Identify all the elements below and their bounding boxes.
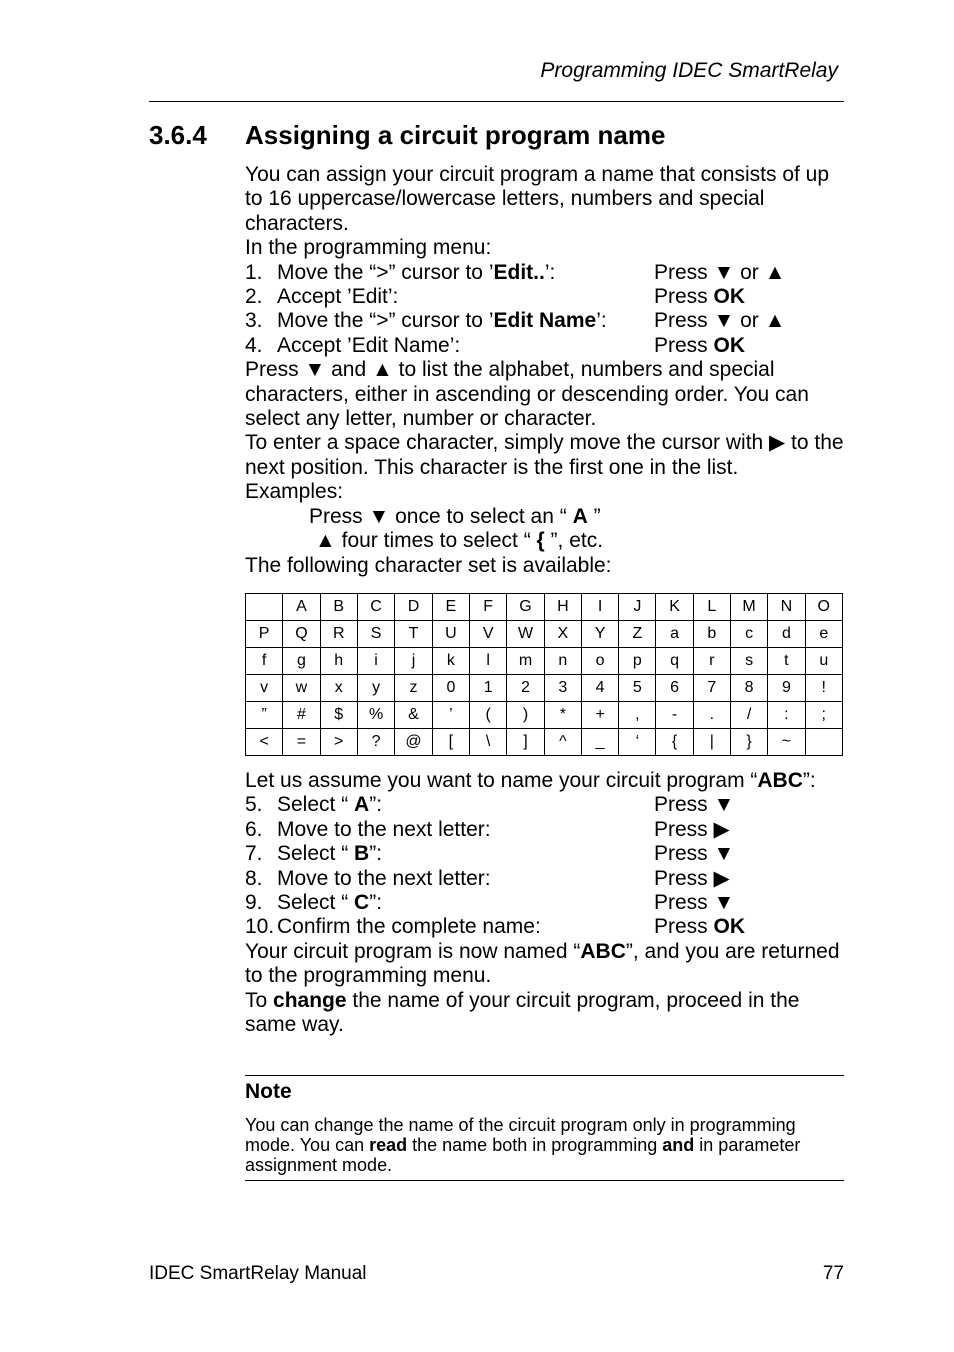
step-description: Select “ A”: (277, 793, 383, 817)
step-description: Select “ C”: (277, 890, 383, 914)
charset-cell: w (283, 674, 320, 701)
charset-cell: . (693, 701, 730, 728)
charset-cell: ” (246, 701, 283, 728)
charset-cell: a (656, 620, 693, 647)
page-number: 77 (822, 1263, 844, 1284)
charset-cell: j (395, 647, 432, 674)
example-2: ▲ four times to select “ { ”, etc. (315, 529, 604, 553)
charset-cell: R (320, 620, 357, 647)
note-body: You can change the name of the circuit program only in programming mode. You can read the name both in programming and in parameter assignment mode. (245, 1115, 801, 1175)
charset-cell: ! (805, 674, 842, 701)
charset-cell: = (283, 728, 320, 755)
charset-cell: i (357, 647, 394, 674)
charset-cell: F (470, 593, 507, 620)
note-title: Note (245, 1080, 292, 1103)
note-bottom-rule (245, 1180, 844, 1181)
step-number: 9. (245, 890, 263, 914)
charset-cell: z (395, 674, 432, 701)
charset-cell: d (768, 620, 805, 647)
charset-cell: ; (805, 701, 842, 728)
step-number: 7. (245, 842, 263, 866)
step-description: Confirm the complete name: (277, 915, 541, 939)
step-row (245, 891, 845, 915)
charset-row (246, 701, 843, 728)
charset-cell: E (432, 593, 469, 620)
change-paragraph: To change the name of your circuit program, proceed in the same way. (245, 988, 800, 1036)
charset-cell: : (768, 701, 805, 728)
space-instruction: To enter a space character, simply move the cursor with ▶ to the next position. This character is the first one in the list. (245, 431, 844, 479)
charset-cell: M (730, 593, 767, 620)
charset-cell: 6 (656, 674, 693, 701)
charset-cell: - (656, 701, 693, 728)
charset-cell: % (357, 701, 394, 728)
charset-cell: O (805, 593, 842, 620)
charset-cell: | (693, 728, 730, 755)
charset-cell: G (507, 593, 544, 620)
main-content (245, 163, 845, 1037)
charset-cell: x (320, 674, 357, 701)
charset-cell: + (582, 701, 619, 728)
step-action: Press ▼ (654, 890, 735, 914)
charset-cell: @ (395, 728, 432, 755)
step-action: Press ▼ (654, 793, 735, 817)
step-action: Press ▼ or ▲ (654, 260, 786, 284)
step-action: Press OK (654, 333, 746, 357)
header-rule (149, 101, 844, 102)
section-title: Assigning a circuit program name (245, 120, 666, 150)
charset-cell: [ (432, 728, 469, 755)
charset-cell: P (246, 620, 283, 647)
charset-cell: v (246, 674, 283, 701)
charset-cell: C (357, 593, 394, 620)
charset-cell: h (320, 647, 357, 674)
charset-cell: u (805, 647, 842, 674)
charset-cell: _ (582, 728, 619, 755)
step-description: Move to the next letter: (277, 817, 491, 841)
step-number: 3. (245, 309, 263, 333)
examples-label: Examples: (245, 480, 344, 504)
charset-cell: 2 (507, 674, 544, 701)
step-number: 10. (245, 915, 275, 939)
abc-intro: Let us assume you want to name your circuit program “ABC”: (245, 768, 816, 792)
character-set-table (245, 593, 843, 756)
charset-cell: 5 (619, 674, 656, 701)
charset-row (246, 593, 843, 620)
charset-cell: W (507, 620, 544, 647)
charset-cell: q (656, 647, 693, 674)
charset-cell: , (619, 701, 656, 728)
charset-cell (246, 593, 283, 620)
charset-cell: & (395, 701, 432, 728)
charset-cell: \ (470, 728, 507, 755)
charset-cell: p (619, 647, 656, 674)
footer-manual-title: IDEC SmartRelay Manual (149, 1263, 367, 1284)
scroll-instruction: Press ▼ and ▲ to list the alphabet, numbers and special characters, either in ascending or descending order. You can select any letter, number or character. (245, 358, 809, 431)
charset-cell: { (656, 728, 693, 755)
charset-cell: K (656, 593, 693, 620)
step-row (245, 867, 845, 891)
intro-menu-line: In the programming menu: (245, 236, 492, 260)
intro-paragraph: You can assign your circuit program a name that consists of up to 16 uppercase/lowercase letters, numbers and special characters. (245, 163, 830, 235)
charset-cell: / (730, 701, 767, 728)
step-row (245, 261, 845, 285)
charset-cell: l (470, 647, 507, 674)
charset-row (246, 647, 843, 674)
charset-cell: N (768, 593, 805, 620)
charset-cell: g (283, 647, 320, 674)
step-action: Press OK (654, 285, 746, 309)
charset-cell: ^ (544, 728, 581, 755)
charset-cell: t (768, 647, 805, 674)
charset-cell: L (693, 593, 730, 620)
step-description: Move the “>” cursor to ’Edit..’: (277, 260, 556, 284)
step-number: 5. (245, 793, 263, 817)
running-header: Programming IDEC SmartRelay (540, 59, 838, 82)
charset-cell: c (730, 620, 767, 647)
step-description: Move the “>” cursor to ’Edit Name’: (277, 309, 607, 333)
charset-cell: y (357, 674, 394, 701)
charset-cell: b (693, 620, 730, 647)
step-row (245, 285, 845, 309)
step-number: 4. (245, 333, 263, 357)
step-row (245, 842, 845, 866)
charset-cell: k (432, 647, 469, 674)
result-paragraph: Your circuit program is now named “ABC”, and you are returned to the programming menu. (245, 939, 840, 988)
step-description: Select “ B”: (277, 842, 383, 866)
charset-cell: S (357, 620, 394, 647)
step-number: 2. (245, 285, 263, 309)
step-row (245, 334, 845, 358)
charset-cell: n (544, 647, 581, 674)
charset-cell: H (544, 593, 581, 620)
example-1: Press ▼ once to select an “ A ” (309, 504, 601, 528)
step-row (245, 309, 845, 333)
step-action: Press ▶ (654, 866, 730, 890)
charset-row (246, 674, 843, 701)
charset-cell: $ (320, 701, 357, 728)
note-top-rule (245, 1075, 844, 1076)
charset-cell: < (246, 728, 283, 755)
charset-cell: 9 (768, 674, 805, 701)
step-number: 6. (245, 817, 263, 841)
charset-cell: ‘ (619, 728, 656, 755)
charset-cell: ) (507, 701, 544, 728)
steps-list-b (245, 793, 845, 939)
charset-cell: ’ (432, 701, 469, 728)
charset-cell: s (730, 647, 767, 674)
step-row (245, 793, 845, 817)
charset-cell: e (805, 620, 842, 647)
charset-cell: ] (507, 728, 544, 755)
charset-cell: 8 (730, 674, 767, 701)
charset-cell: } (730, 728, 767, 755)
step-number: 1. (245, 260, 263, 284)
charset-cell: U (432, 620, 469, 647)
charset-cell: Y (582, 620, 619, 647)
step-action: Press ▼ (654, 842, 735, 866)
step-number: 8. (245, 866, 263, 890)
charset-cell: Z (619, 620, 656, 647)
step-row (245, 915, 845, 939)
step-description: Accept ’Edit’: (277, 285, 399, 309)
step-row (245, 818, 845, 842)
charset-cell: > (320, 728, 357, 755)
charset-cell: m (507, 647, 544, 674)
step-action: Press ▼ or ▲ (654, 309, 786, 333)
charset-cell: A (283, 593, 320, 620)
charset-cell: J (619, 593, 656, 620)
charset-cell: B (320, 593, 357, 620)
charset-cell: f (246, 647, 283, 674)
step-description: Move to the next letter: (277, 866, 491, 890)
charset-cell: I (582, 593, 619, 620)
charset-cell: T (395, 620, 432, 647)
charset-cell: # (283, 701, 320, 728)
step-description: Accept ’Edit Name’: (277, 333, 461, 357)
step-action: Press ▶ (654, 817, 730, 841)
charset-cell: 1 (470, 674, 507, 701)
charset-cell: X (544, 620, 581, 647)
section-number: 3.6.4 (149, 120, 207, 150)
charset-cell: ~ (768, 728, 805, 755)
charset-row (246, 728, 843, 755)
charset-cell: r (693, 647, 730, 674)
charset-cell: 7 (693, 674, 730, 701)
charset-cell: ( (470, 701, 507, 728)
charset-cell (805, 728, 842, 755)
charset-cell: ? (357, 728, 394, 755)
charset-cell: * (544, 701, 581, 728)
charset-cell: Q (283, 620, 320, 647)
charset-intro: The following character set is available: (245, 553, 612, 577)
steps-list-a (245, 261, 845, 359)
charset-cell: 3 (544, 674, 581, 701)
charset-row (246, 620, 843, 647)
charset-cell: D (395, 593, 432, 620)
charset-cell: 4 (582, 674, 619, 701)
step-action: Press OK (654, 915, 746, 939)
charset-cell: o (582, 647, 619, 674)
charset-cell: 0 (432, 674, 469, 701)
charset-cell: V (470, 620, 507, 647)
